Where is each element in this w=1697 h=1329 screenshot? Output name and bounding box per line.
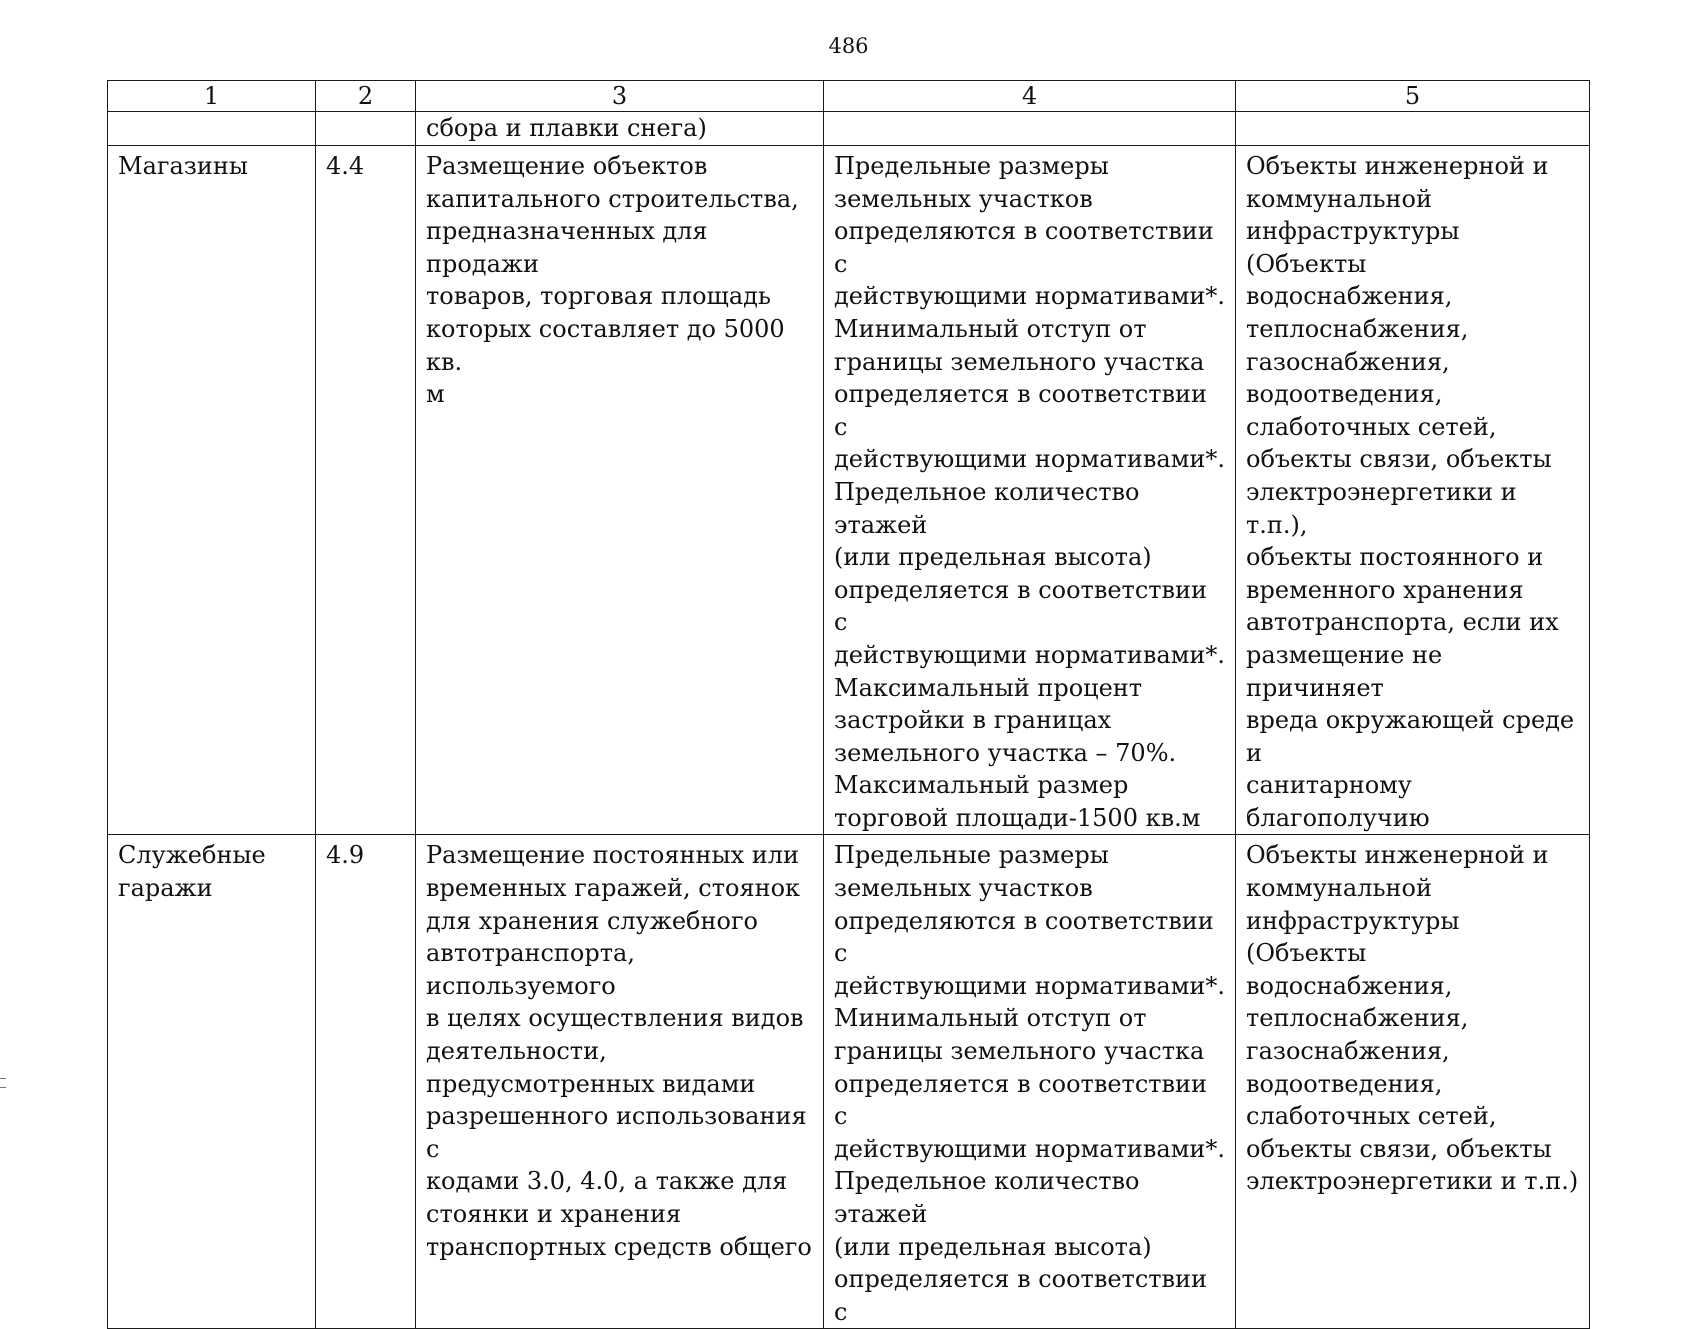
table-row [108,146,1590,835]
cell-name: Служебные гаражи [108,835,316,1329]
cell-parameters: Предельные размеры земельных участков определяются в соответствии с действующими нормативами*. Минимальный отступ от границы земельного участка определяется в соответствии с действующими нормативами*. Предельное количество этажей (или предельная высота) определяется в соответствии с [824,835,1236,1329]
cell-parameters: Предельные размеры земельных участков определяются в соответствии с действующими нормативами*. Минимальный отступ от границы земельного участка определяется в соответствии с действующими нормативами*. Предельное количество этажей (или предельная высота) определяется в соответствии с действующими нормативами*. Максимальный процент застройки в границах земельного участка – 70%. Максимальный размер торговой площади-1500 кв.м [824,146,1236,835]
cell-description: Размещение постоянных или временных гаражей, стоянок для хранения служебного автотранспорта, используемого в целях осуществления видов деятельности, предусмотренных видами разрешенного использования с кодами 3.0, 4.0, а также для стоянки и хранения транспортных средств общего [416,835,824,1329]
cell-description: сбора и плавки снега) [416,112,824,146]
cell-name [108,112,316,146]
table-row [108,835,1590,1329]
cell-code: 4.4 [316,146,416,835]
scan-edge-mark [0,1078,6,1088]
cell-name: Магазины [108,146,316,835]
header-col-3: 3 [416,81,824,112]
header-row [108,81,1590,112]
page-number: 486 [828,34,869,58]
cell-auxiliary [1236,112,1590,146]
cell-parameters [824,112,1236,146]
header-col-5: 5 [1236,81,1590,112]
cell-code [316,112,416,146]
cell-auxiliary: Объекты инженерной и коммунальной инфраструктуры (Объекты водоснабжения, теплоснабжения, газоснабжения, водоотведения, слаботочных сетей, объекты связи, объекты электроэнергетики и т.п.) [1236,835,1590,1329]
cell-code: 4.9 [316,835,416,1329]
land-use-table [107,80,1590,1329]
header-col-2: 2 [316,81,416,112]
cell-description: Размещение объектов капитального строительства, предназначенных для продажи товаров, торговая площадь которых составляет до 5000 кв. м [416,146,824,835]
header-col-4: 4 [824,81,1236,112]
table-row-continuation [108,112,1590,146]
header-col-1: 1 [108,81,316,112]
cell-auxiliary: Объекты инженерной и коммунальной инфраструктуры (Объекты водоснабжения, теплоснабжения, газоснабжения, водоотведения, слаботочных сетей, объекты связи, объекты электроэнергетики и т.п.), объекты постоянного и временного хранения автотранспорта, если их размещение не причиняет вреда окружающей среде и санитарному благополучию [1236,146,1590,835]
